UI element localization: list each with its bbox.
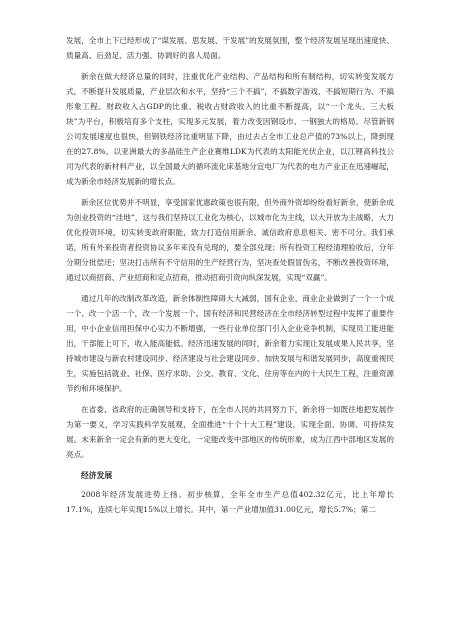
paragraph-economic-figures: 2008年经济发展进势上扬。初步核算，全年全市生产总值402.32亿元，比上年增长17.1%，连续七年实现15%以上增长。其中，第一产业增加值31.00亿元，增长5.7%；第二 (66, 490, 394, 514)
paragraph-investment-environment: 新余区位优势并不明显，享受国家优惠政策也很有限，但外商外资却纷纷看好新余，使新余成为创业投资的“洼地”，这与我们坚持以工业化为核心，以城市化为主线，以大开放为主战略，大力优化投资环境，切实转变政府职能，致力打造信用新余、诚信政府息息相关、密不可分。我们承诺，所有外来投资者投资协议多年来没有兑现的，要全部兑现；所有投资工程经清理验收后，分年分期分批偿还；坚决打击所有不守信用的生产经营行为，坚决查处假冒伪劣，不断改善投资环境，通过以商招商、产业招商和定点招商，推动招商引资向纵深发展，实现“双赢”。 (66, 198, 394, 282)
paragraph-industry-structure: 新余在做大经济总量的同时，注重优化产业结构、产品结构和所有制结构，切实转变发展方式，不断提升发展质量，产业层次和水平，坚持“三个不搞”，不搞数字游戏、不搞短期行为、不搞形象工程。财政收入占GDP的比重、税收占财政收入的比重不断提高，以“一个龙头、三大板块”为平台，积极培育多个支柱，实现多元发展，着力改变因钢设市、一钢独大的格局。尽管新钢公司发展速度也很快，但钢铁经济比重明显下降，由过去占全市工业总产值的73%以上，降到现在的27.8%。以亚洲最大的多晶硅生产企业赛维LDK为代表的太阳能光伏企业，以江锂高科技公司为代表的新材料产业，以全国最大的循环流化床基地分宜电厂为代表的电力产业正在迅速崛起，成为新余市经济发展新的增长点。 (66, 72, 394, 186)
paragraph-reform-livelihood: 通过几年的改制改革改造，新余体制性障碍大大减弱，国有企业、商业企业做到了一个一个成一个、改一个活一个，改一个发展一个。国有经济和民营经济在全市经济转型过程中发挥了重要作用，中小企业信用担保中心实力不断增强，一些行业单位部门引入企业竞争机制，实现员工能进能出，干部能上可下，收入能高能低。经济迅速发展的同时，新余着力实现让发展成果人民共享，坚持城市建设与新农村建设同步、经济建设与社会建设同步、加快发展与和谐发展同步，高度重视民生，实施包括就业、社保、医疗求助、公交、教育、文化、住房等在内的十大民生工程，注重资源节约和环境保护。 (66, 294, 394, 393)
paragraph-outlook: 在省委、省政府的正确领导和支持下，在全市人民的共同努力下，新余将一如既往地把发展作为第一要义，学习实践科学发展观，全面推进“十个十大工程”建设，实现全面、协调、可持续发展。未来新余一定会有新的更大变化，一定能改变中部地区的传统形象，成为江西中部地区发展的亮点。 (66, 405, 394, 459)
section-heading-economic-development: 经济发展 (81, 471, 113, 480)
paragraph-intro-continuation: 发展，全市上下已经形成了“谋发展、思发展、干发展”的发展氛围，整个经济发展呈现出速度快、质量高、后劲足、活力强、协调好的喜人局面。 (66, 36, 394, 60)
